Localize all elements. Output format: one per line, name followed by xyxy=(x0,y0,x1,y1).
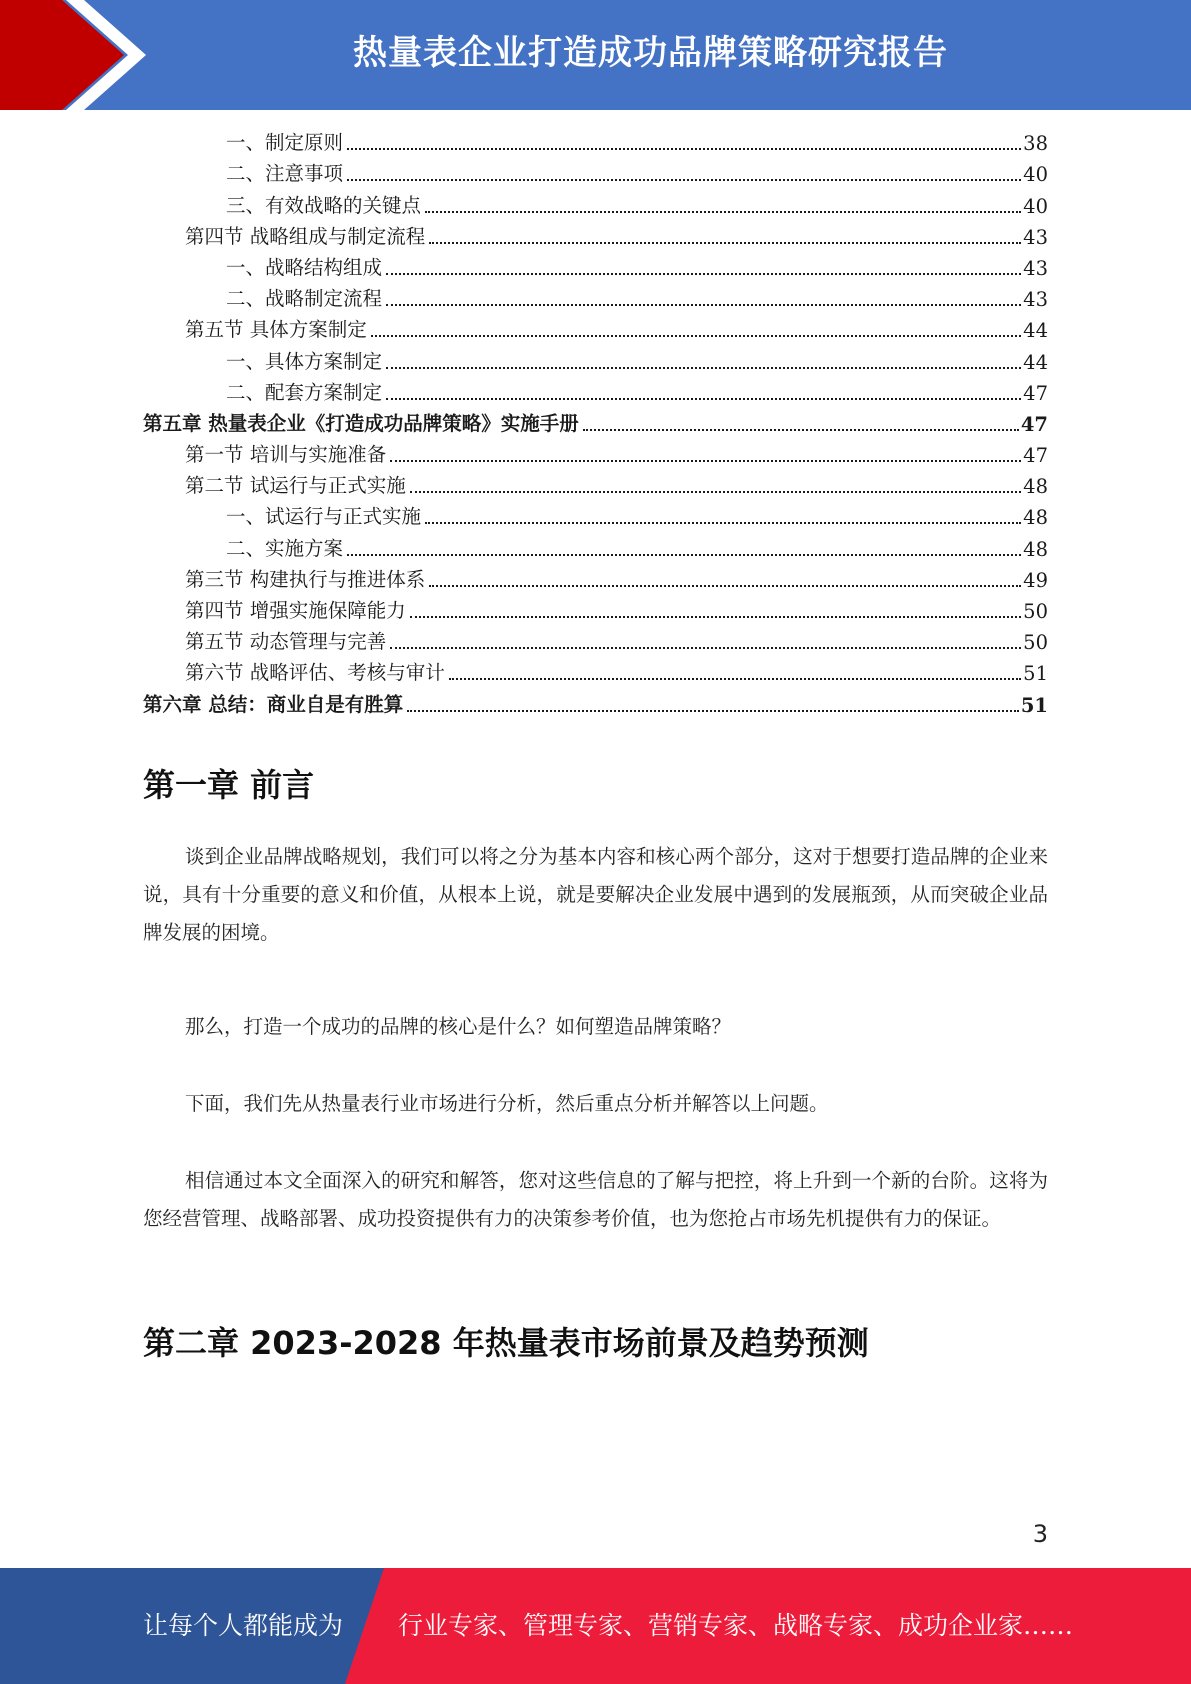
toc-entry-page: 47 xyxy=(1023,381,1048,405)
toc-dot-leader xyxy=(410,491,1021,493)
toc-entry-title: 第五节 动态管理与完善 xyxy=(185,630,387,654)
toc-entry-title: 一、具体方案制定 xyxy=(226,349,383,373)
toc-entry-page: 47 xyxy=(1023,444,1048,468)
toc-entry-title: 第五章 热量表企业《打造成功品牌策略》实施手册 xyxy=(143,411,579,435)
toc-entry-page: 48 xyxy=(1023,537,1048,561)
toc-entry[interactable] xyxy=(143,502,1048,533)
toc-entry[interactable] xyxy=(143,533,1048,564)
toc-entry-page: 40 xyxy=(1023,194,1048,218)
toc-entry-page: 40 xyxy=(1023,163,1048,187)
toc-entry-title: 一、试运行与正式实施 xyxy=(226,505,422,529)
toc-entry-page: 43 xyxy=(1023,225,1048,249)
header-chevron-icon xyxy=(0,0,160,110)
toc-entry-title: 二、配套方案制定 xyxy=(226,380,383,404)
toc-entry[interactable] xyxy=(143,596,1048,627)
intro-paragraph-4: 相信通过本文全面深入的研究和解答，您对这些信息的了解与把控，将上升到一个新的台阶。这将为您经营管理、战略部署、成功投资提供有力的决策参考价值，也为您抢占市场先机提供有力的保证。 xyxy=(143,1169,1048,1230)
toc-dot-leader xyxy=(429,585,1021,587)
toc-entry-page: 44 xyxy=(1023,319,1048,343)
toc-entry-page: 44 xyxy=(1023,350,1048,374)
toc-dot-leader xyxy=(583,429,1019,431)
toc-entry[interactable] xyxy=(143,315,1048,346)
toc-entry-page: 48 xyxy=(1023,475,1048,499)
toc-entry-title: 一、制定原则 xyxy=(226,131,344,155)
chapter-1-heading: 第一章 前言 xyxy=(143,766,315,804)
toc-entry[interactable] xyxy=(143,378,1048,409)
toc-entry[interactable] xyxy=(143,190,1048,221)
toc-entry[interactable] xyxy=(143,346,1048,377)
footer-slogan-right: 行业专家、管理专家、营销专家、战略专家、成功企业家…… xyxy=(398,1611,1074,1640)
toc-dot-leader xyxy=(347,554,1021,556)
page-number: 3 xyxy=(1032,1520,1048,1548)
intro-paragraph-2: 那么，打造一个成功的品牌的核心是什么？如何塑造品牌策略？ xyxy=(185,1015,732,1038)
toc-entry-page: 50 xyxy=(1023,631,1048,655)
toc-entry-page: 48 xyxy=(1023,506,1048,530)
footer-slogan-left: 让每个人都能成为 xyxy=(143,1611,344,1640)
toc-entry[interactable] xyxy=(143,471,1048,502)
toc-entry-title: 一、战略结构组成 xyxy=(226,255,383,279)
toc-entry-title: 第一节 培训与实施准备 xyxy=(185,443,387,467)
toc-entry-page: 51 xyxy=(1023,662,1048,686)
toc-entry[interactable] xyxy=(143,253,1048,284)
toc-dot-leader xyxy=(371,335,1021,337)
toc-entry[interactable] xyxy=(143,222,1048,253)
toc-entry-title: 第四节 战略组成与制定流程 xyxy=(185,224,426,248)
toc-entry[interactable] xyxy=(143,284,1048,315)
toc-entry-title: 第六节 战略评估、考核与审计 xyxy=(185,661,445,685)
toc-entry-title: 二、战略制定流程 xyxy=(226,287,383,311)
toc-dot-leader xyxy=(386,367,1021,369)
toc-dot-leader xyxy=(425,522,1021,524)
toc-entry-page: 47 xyxy=(1020,412,1048,436)
toc-entry-page: 43 xyxy=(1023,288,1048,312)
chapter-2-heading: 第二章 2023-2028 年热量表市场前景及趋势预测 xyxy=(143,1324,869,1362)
toc-dot-leader xyxy=(410,616,1021,618)
page-footer xyxy=(0,1568,1191,1684)
toc-dot-leader xyxy=(386,273,1021,275)
intro-paragraph-1: 谈到企业品牌战略规划，我们可以将之分为基本内容和核心两个部分，这对于想要打造品牌的企业来说，具有十分重要的意义和价值，从根本上说，就是要解决企业发展中遇到的发展瓶颈，从而突破企业品牌发展的困境。 xyxy=(143,845,1048,944)
toc-dot-leader xyxy=(407,710,1019,712)
toc-entry-title: 第五节 具体方案制定 xyxy=(185,318,367,342)
toc-entry-title: 二、注意事项 xyxy=(226,162,344,186)
toc-dot-leader xyxy=(347,179,1021,181)
toc-entry-page: 43 xyxy=(1023,256,1048,280)
toc-entry-page: 50 xyxy=(1023,600,1048,623)
intro-paragraph-3: 下面，我们先从热量表行业市场进行分析，然后重点分析并解答以上问题。 xyxy=(185,1092,829,1115)
table-of-contents xyxy=(143,128,1048,721)
toc-dot-leader xyxy=(425,211,1021,213)
toc-entry[interactable] xyxy=(143,159,1048,190)
toc-entry-title: 第六章 总结：商业自是有胜算 xyxy=(143,692,404,716)
document-title: 热量表企业打造成功品牌策略研究报告 xyxy=(353,33,948,73)
toc-entry-title: 二、实施方案 xyxy=(226,536,344,560)
toc-dot-leader xyxy=(429,242,1021,244)
toc-dot-leader xyxy=(390,460,1021,462)
toc-dot-leader xyxy=(386,304,1021,306)
toc-entry[interactable] xyxy=(143,409,1048,440)
toc-dot-leader xyxy=(390,647,1021,649)
toc-entry-title: 三、有效战略的关键点 xyxy=(226,193,422,217)
toc-entry-title: 第二节 试运行与正式实施 xyxy=(185,474,406,498)
toc-entry[interactable] xyxy=(143,627,1048,658)
toc-entry-page: 51 xyxy=(1020,693,1048,717)
toc-entry-title: 第四节 增强实施保障能力 xyxy=(185,599,406,622)
toc-entry-page: 38 xyxy=(1023,132,1048,156)
toc-entry-page: 49 xyxy=(1023,568,1048,592)
toc-entry[interactable] xyxy=(143,128,1048,159)
toc-dot-leader xyxy=(386,398,1021,400)
toc-entry[interactable] xyxy=(143,689,1048,720)
toc-entry[interactable] xyxy=(143,658,1048,689)
toc-entry[interactable] xyxy=(143,565,1048,596)
toc-entry-title: 第三节 构建执行与推进体系 xyxy=(185,567,426,591)
toc-dot-leader xyxy=(347,148,1021,150)
page-header xyxy=(0,0,1191,110)
toc-entry[interactable] xyxy=(143,440,1048,471)
toc-dot-leader xyxy=(449,678,1021,680)
